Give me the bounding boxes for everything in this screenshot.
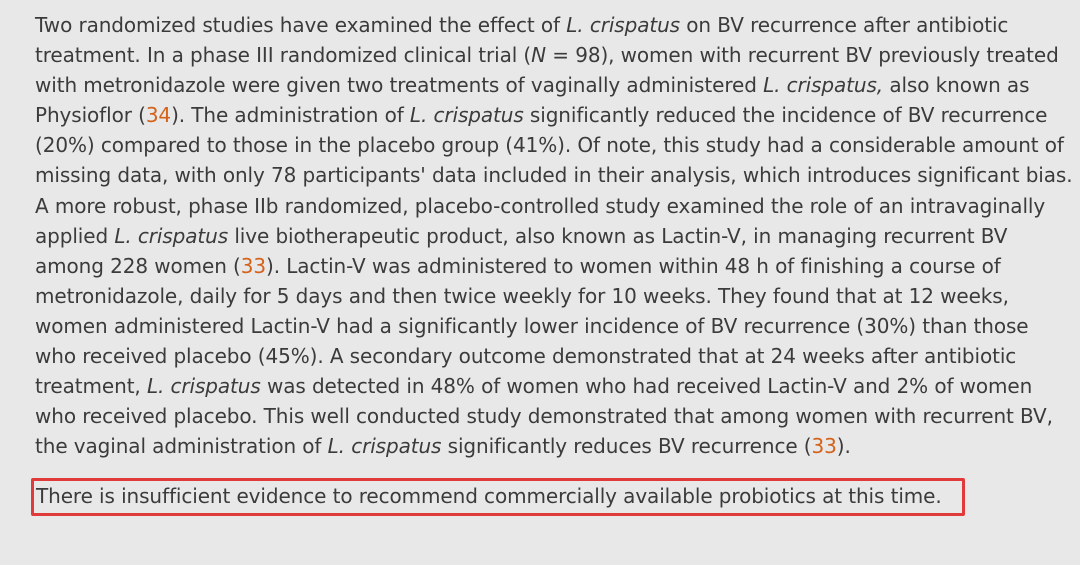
text-run: significantly reduces BV recurrence ( (441, 434, 812, 459)
paragraph-line (35, 341, 1075, 371)
text-run: live biotherapeutic product, also known as Lactin-V, in managing recurrent BV (228, 223, 1008, 248)
paragraph-line (35, 100, 1075, 130)
paragraph-line (35, 191, 1075, 221)
text-run: also known as (883, 73, 1030, 98)
paragraph-line (35, 251, 1075, 281)
text-run: applied (35, 223, 115, 248)
paragraph-line (35, 431, 1075, 461)
text-run: women administered Lactin-V had a significantly lower incidence of BV recurrence (30%) than those (35, 313, 1029, 338)
article-body (35, 10, 1075, 461)
italic-term: L. crispatus, (763, 73, 884, 98)
body-paragraph (35, 10, 1075, 461)
paragraph-line (35, 160, 1075, 190)
text-run: = 98), women with recurrent BV previously treated (546, 43, 1059, 68)
italic-term: N (531, 43, 547, 68)
text-run: missing data, with only 78 participants' data included in their analysis, which introduces significant bias. (35, 163, 1073, 188)
italic-term: L. crispatus (409, 103, 524, 128)
italic-term: L. crispatus (327, 434, 442, 459)
reference-link[interactable]: 34 (145, 103, 172, 128)
paragraph-line (35, 221, 1075, 251)
paragraph-line (35, 70, 1075, 100)
paragraph-line (35, 130, 1075, 160)
text-run: Physioflor ( (35, 103, 146, 128)
text-run: ). Lactin-V was administered to women within 48 h of finishing a course of (266, 253, 1001, 278)
text-run: treatment. In a phase III randomized clinical trial ( (35, 43, 532, 68)
text-run: on BV recurrence after antibiotic (680, 13, 1009, 37)
italic-term: L. crispatus (146, 374, 261, 399)
text-run: the vaginal administration of (35, 434, 328, 459)
paragraph-line (35, 311, 1075, 341)
paragraph-line (35, 40, 1075, 70)
reference-link[interactable]: 33 (240, 253, 267, 278)
text-run: ). (836, 434, 851, 459)
paragraph-line (35, 281, 1075, 311)
reference-link[interactable]: 33 (811, 434, 837, 459)
text-run: metronidazole, daily for 5 days and then twice weekly for 10 weeks. They found that at 12 weeks, (35, 283, 1009, 308)
text-run: who received placebo. This well conducted study demonstrated that among women with recurrent BV, (35, 404, 1053, 429)
text-run: with metronidazole were given two treatments of vaginally administered (35, 73, 764, 98)
text-run: Two randomized studies have examined the effect of (35, 13, 567, 37)
text-run: who received placebo (45%). A secondary outcome demonstrated that at 24 weeks after antibiotic (35, 344, 1017, 369)
text-run: (20%) compared to those in the placebo group (41%). Of note, this study had a considerable amount of (35, 133, 1064, 158)
paragraph-line (35, 10, 1075, 40)
text-run: significantly reduced the incidence of BV recurrence (523, 103, 1048, 128)
paragraph-line (35, 371, 1075, 401)
conclusion-sentence: There is insufficient evidence to recommend commercially available probiotics at this time. (36, 484, 942, 508)
text-run: A more robust, phase IIb randomized, placebo-controlled study examined the role of an intravaginally (35, 193, 1046, 218)
text-run: ). The administration of (171, 103, 410, 128)
text-run: among 228 women ( (35, 253, 241, 278)
italic-term: L. crispatus (114, 223, 229, 248)
text-run: treatment, (35, 374, 147, 399)
text-run: was detected in 48% of women who had received Lactin-V and 2% of women (260, 374, 1033, 399)
paragraph-line (35, 401, 1075, 431)
italic-term: L. crispatus (566, 13, 681, 37)
